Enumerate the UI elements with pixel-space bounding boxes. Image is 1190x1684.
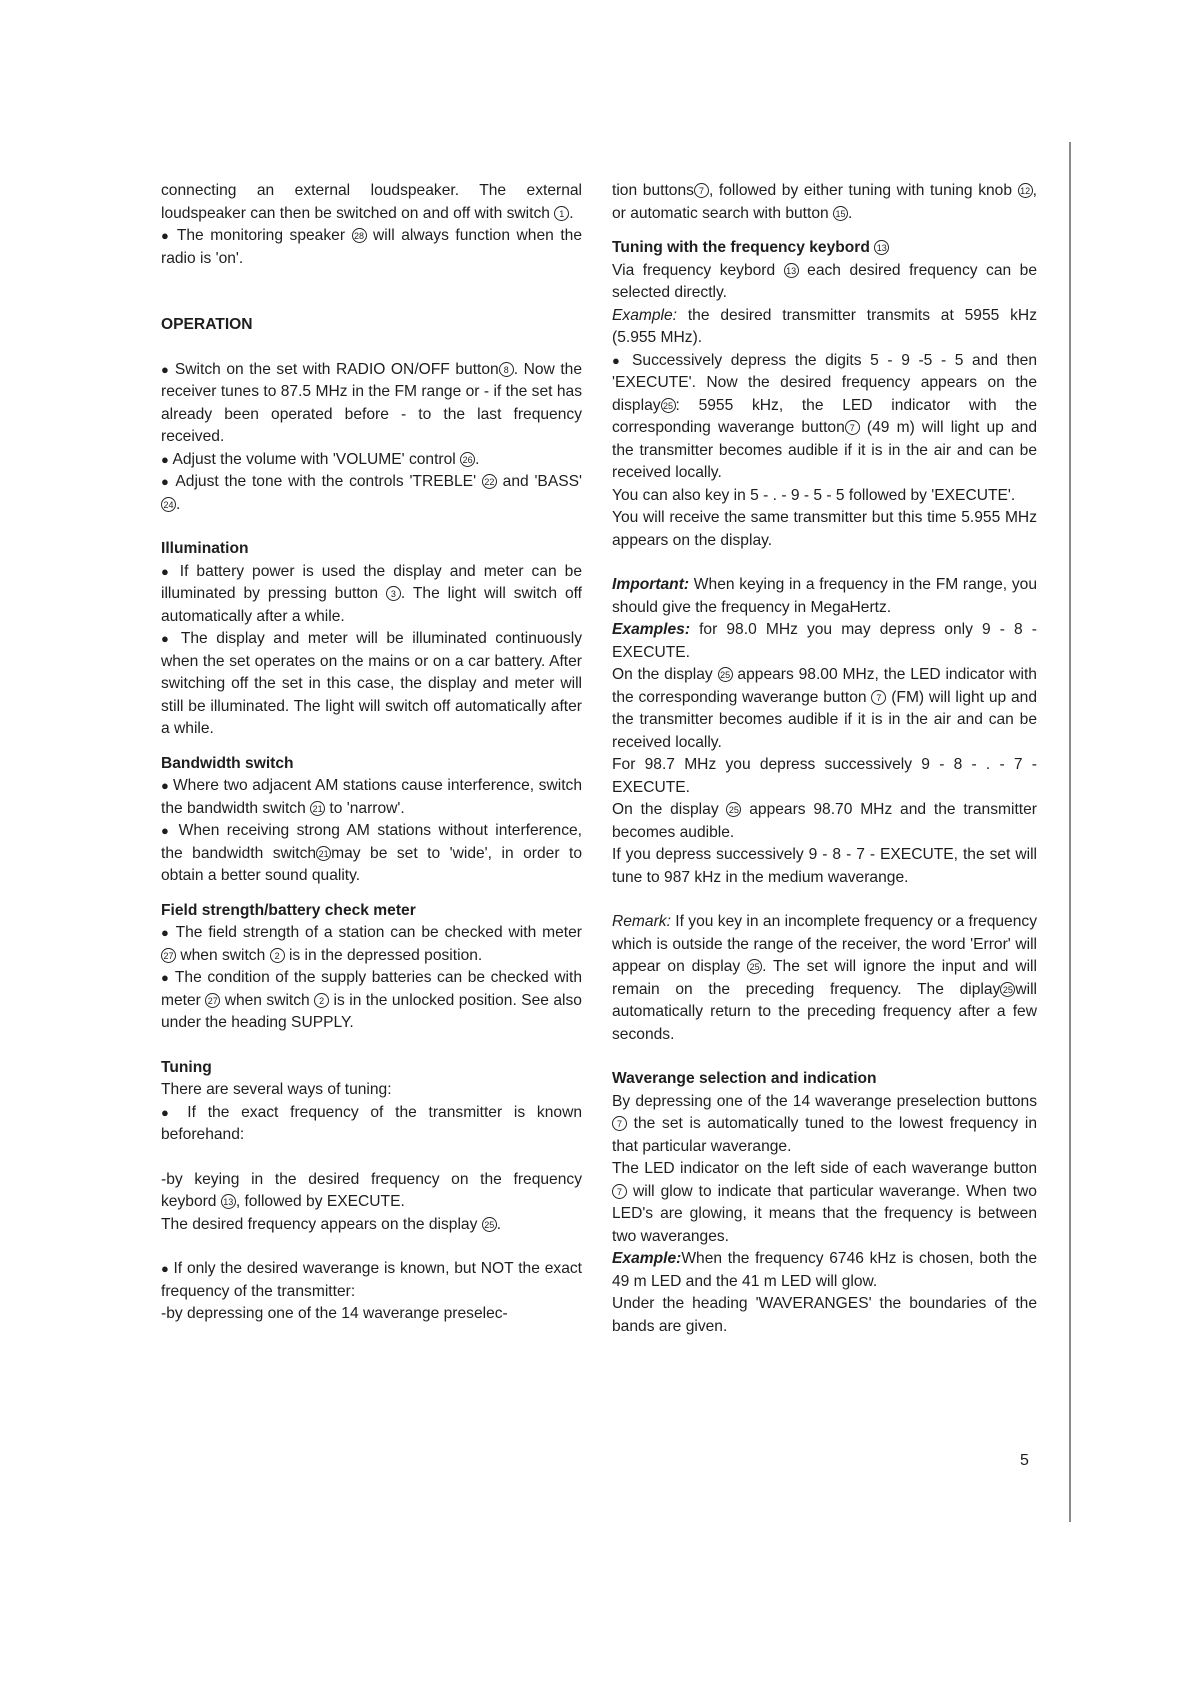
reference-number-icon: 25 bbox=[718, 667, 733, 682]
spacer bbox=[612, 225, 1037, 237]
paragraph: On the display 25 appears 98.70 MHz and the transmitter becomes audible. bbox=[612, 801, 1037, 841]
paragraph: There are several ways of tuning: bbox=[161, 1081, 392, 1098]
reference-number-icon: 28 bbox=[352, 228, 367, 243]
reference-number-icon: 21 bbox=[310, 801, 325, 816]
section-heading-bandwidth: Bandwidth switch bbox=[161, 754, 294, 772]
reference-number-icon: 27 bbox=[161, 948, 176, 963]
section-heading-operation: OPERATION bbox=[161, 316, 253, 333]
bullet-paragraph: ● The condition of the supply batteries can be checked with meter 27 when switch 2 is in the unlocked position. See also under the heading SUPPLY. bbox=[161, 967, 582, 1035]
paragraph: Remark: If you key in an incomplete frequency or a frequency which is outside the range of the receiver, the word 'Error' will appear on display 25 . The set will ignore the input and will remain on the preceding frequency. The diplay 25 will automatically return to the preceding frequency after a few seconds. bbox=[612, 913, 1037, 1043]
bullet-paragraph: ● Adjust the volume with 'VOLUME' control 26 . bbox=[161, 449, 582, 472]
paragraph: You will receive the same transmitter but this time 5.955 MHz appears on the display. bbox=[612, 509, 1037, 549]
reference-number-icon: 25 bbox=[1000, 982, 1015, 997]
reference-number-icon: 21 bbox=[316, 846, 331, 861]
reference-number-icon: 25 bbox=[726, 802, 741, 817]
reference-number-icon: 25 bbox=[482, 1217, 497, 1232]
reference-number-icon: 13 bbox=[874, 240, 889, 255]
reference-number-icon: 22 bbox=[482, 474, 497, 489]
paragraph: tion buttons 7 , followed by either tuning with tuning knob 12 , or automatic search with button 15 . bbox=[612, 182, 1037, 222]
paragraph: The LED indicator on the left side of each waverange button 7 will glow to indicate that particular waverange. When two LED's are glowing, it means that the frequency is between two waveranges. bbox=[612, 1160, 1037, 1245]
spacer bbox=[161, 516, 582, 538]
bullet-paragraph: ● Where two adjacent AM stations cause interference, switch the bandwidth switch 21 to 'narrow'. bbox=[161, 775, 582, 820]
section-heading-tuning: Tuning bbox=[161, 1058, 212, 1076]
bullet-paragraph: ● Successively depress the digits 5 - 9 -5 - 5 and then 'EXECUTE'. Now the desired frequency appears on the display 25 : 5955 kHz, the LED indicator with the corresponding waverange button 7 (49 m) will light up and the transmitter becomes audible if it is in the air and can be received locally. bbox=[612, 350, 1037, 485]
spacer bbox=[161, 741, 582, 753]
section-heading-frequency-keybord: Tuning with the frequency keybord 13 bbox=[612, 237, 1037, 260]
paragraph: On the display 25 appears 98.00 MHz, the LED indicator with the corresponding waverange button 7 (FM) will light up and the transmitter becomes audible if it is in the air and can be received locally. bbox=[612, 666, 1037, 751]
reference-number-icon: 13 bbox=[221, 1194, 236, 1209]
reference-number-icon: 3 bbox=[386, 586, 401, 601]
reference-number-icon: 7 bbox=[612, 1116, 627, 1131]
paragraph: You can also key in 5 - . - 9 - 5 - 5 followed by 'EXECUTE'. bbox=[612, 486, 1016, 504]
spacer bbox=[612, 889, 1037, 911]
reference-number-icon: 2 bbox=[314, 993, 329, 1008]
paragraph: By depressing one of the 14 waverange preselection buttons 7 the set is automatically tuned to the lowest frequency in that particular waverange. bbox=[612, 1092, 1037, 1155]
left-column bbox=[161, 180, 582, 1326]
paragraph: The desired frequency appears on the display 25 . bbox=[161, 1215, 502, 1233]
paragraph: If you depress successively 9 - 8 - 7 - EXECUTE, the set will tune to 987 kHz in the medium waverange. bbox=[612, 846, 1037, 886]
reference-number-icon: 8 bbox=[499, 362, 514, 377]
bullet-paragraph: ● The display and meter will be illuminated continuously when the set operates on the mains or on a car battery. After switching off the set in this case, the display and meter will still be illuminated. The light will switch off automatically after a while. bbox=[161, 628, 582, 741]
bullet-paragraph: ● If the exact frequency of the transmitter is known beforehand: bbox=[161, 1102, 582, 1147]
bullet-paragraph: ● If battery power is used the display and meter can be illuminated by pressing button 3 . The light will switch off automatically after a while. bbox=[161, 561, 582, 629]
paragraph: Under the heading 'WAVERANGES' the boundaries of the bands are given. bbox=[612, 1295, 1037, 1335]
section-heading-field-strength: Field strength/battery check meter bbox=[161, 901, 416, 919]
reference-number-icon: 26 bbox=[460, 452, 475, 467]
paragraph: Example:When the frequency 6746 kHz is chosen, both the 49 m LED and the 41 m LED will glow. bbox=[612, 1250, 1037, 1290]
spacer bbox=[161, 1147, 582, 1169]
reference-number-icon: 7 bbox=[694, 183, 709, 198]
spacer bbox=[612, 552, 1037, 574]
spacer bbox=[161, 1035, 582, 1057]
reference-number-icon: 25 bbox=[661, 398, 676, 413]
bullet-paragraph: ● When receiving strong AM stations without interference, the bandwidth switch 21 may be set to 'wide', in order to obtain a better sound quality. bbox=[161, 820, 582, 888]
reference-number-icon: 12 bbox=[1018, 183, 1033, 198]
bullet-paragraph: ● Adjust the tone with the controls 'TREBLE' 22 and 'BASS' 24 . bbox=[161, 471, 582, 516]
paragraph: For 98.7 MHz you depress successively 9 - 8 - . - 7 - EXECUTE. bbox=[612, 756, 1037, 796]
right-column bbox=[612, 180, 1037, 1338]
page-edge-line bbox=[1069, 142, 1071, 1522]
spacer bbox=[161, 888, 582, 900]
reference-number-icon: 27 bbox=[205, 993, 220, 1008]
bullet-paragraph: ● The field strength of a station can be checked with meter 27 when switch 2 is in the depressed position. bbox=[161, 922, 582, 967]
reference-number-icon: 1 bbox=[554, 206, 569, 221]
reference-number-icon: 7 bbox=[612, 1184, 627, 1199]
paragraph: Example: the desired transmitter transmits at 5955 kHz (5.955 MHz). bbox=[612, 306, 1037, 346]
page-number: 5 bbox=[1020, 1452, 1029, 1469]
reference-number-icon: 7 bbox=[845, 420, 860, 435]
section-heading-waverange: Waverange selection and indication bbox=[612, 1070, 877, 1087]
paragraph: -by depressing one of the 14 waverange preselec- bbox=[161, 1305, 508, 1322]
paragraph: Examples: for 98.0 MHz you may depress only 9 - 8 - EXECUTE. bbox=[612, 621, 1037, 661]
paragraph: Important: When keying in a frequency in the FM range, you should give the frequency in MegaHertz. bbox=[612, 576, 1037, 616]
reference-number-icon: 13 bbox=[784, 263, 799, 278]
reference-number-icon: 24 bbox=[161, 497, 176, 512]
reference-number-icon: 15 bbox=[833, 206, 848, 221]
spacer bbox=[161, 1236, 582, 1258]
reference-number-icon: 2 bbox=[270, 948, 285, 963]
reference-number-icon: 7 bbox=[871, 690, 886, 705]
paragraph: -by keying in the desired frequency on the frequency keybord 13 , followed by EXECUTE. bbox=[161, 1170, 582, 1210]
bullet-paragraph: ● The monitoring speaker 28 will always function when the radio is 'on'. bbox=[161, 225, 582, 270]
reference-number-icon: 25 bbox=[747, 959, 762, 974]
bullet-paragraph: ● If only the desired waverange is known, but NOT the exact frequency of the transmitter: bbox=[161, 1258, 582, 1303]
section-heading-illumination: Illumination bbox=[161, 540, 249, 557]
paragraph: Via frequency keybord 13 each desired frequency can be selected directly. bbox=[612, 261, 1038, 301]
spacer bbox=[612, 1046, 1037, 1068]
bullet-paragraph: ● Switch on the set with RADIO ON/OFF button 8 . Now the receiver tunes to 87.5 MHz in the FM range or - if the set has already been operated before - to the last frequency received. bbox=[161, 359, 582, 449]
paragraph: connecting an external loudspeaker. The external loudspeaker can then be switched on and off with switch 1 . bbox=[161, 182, 582, 222]
